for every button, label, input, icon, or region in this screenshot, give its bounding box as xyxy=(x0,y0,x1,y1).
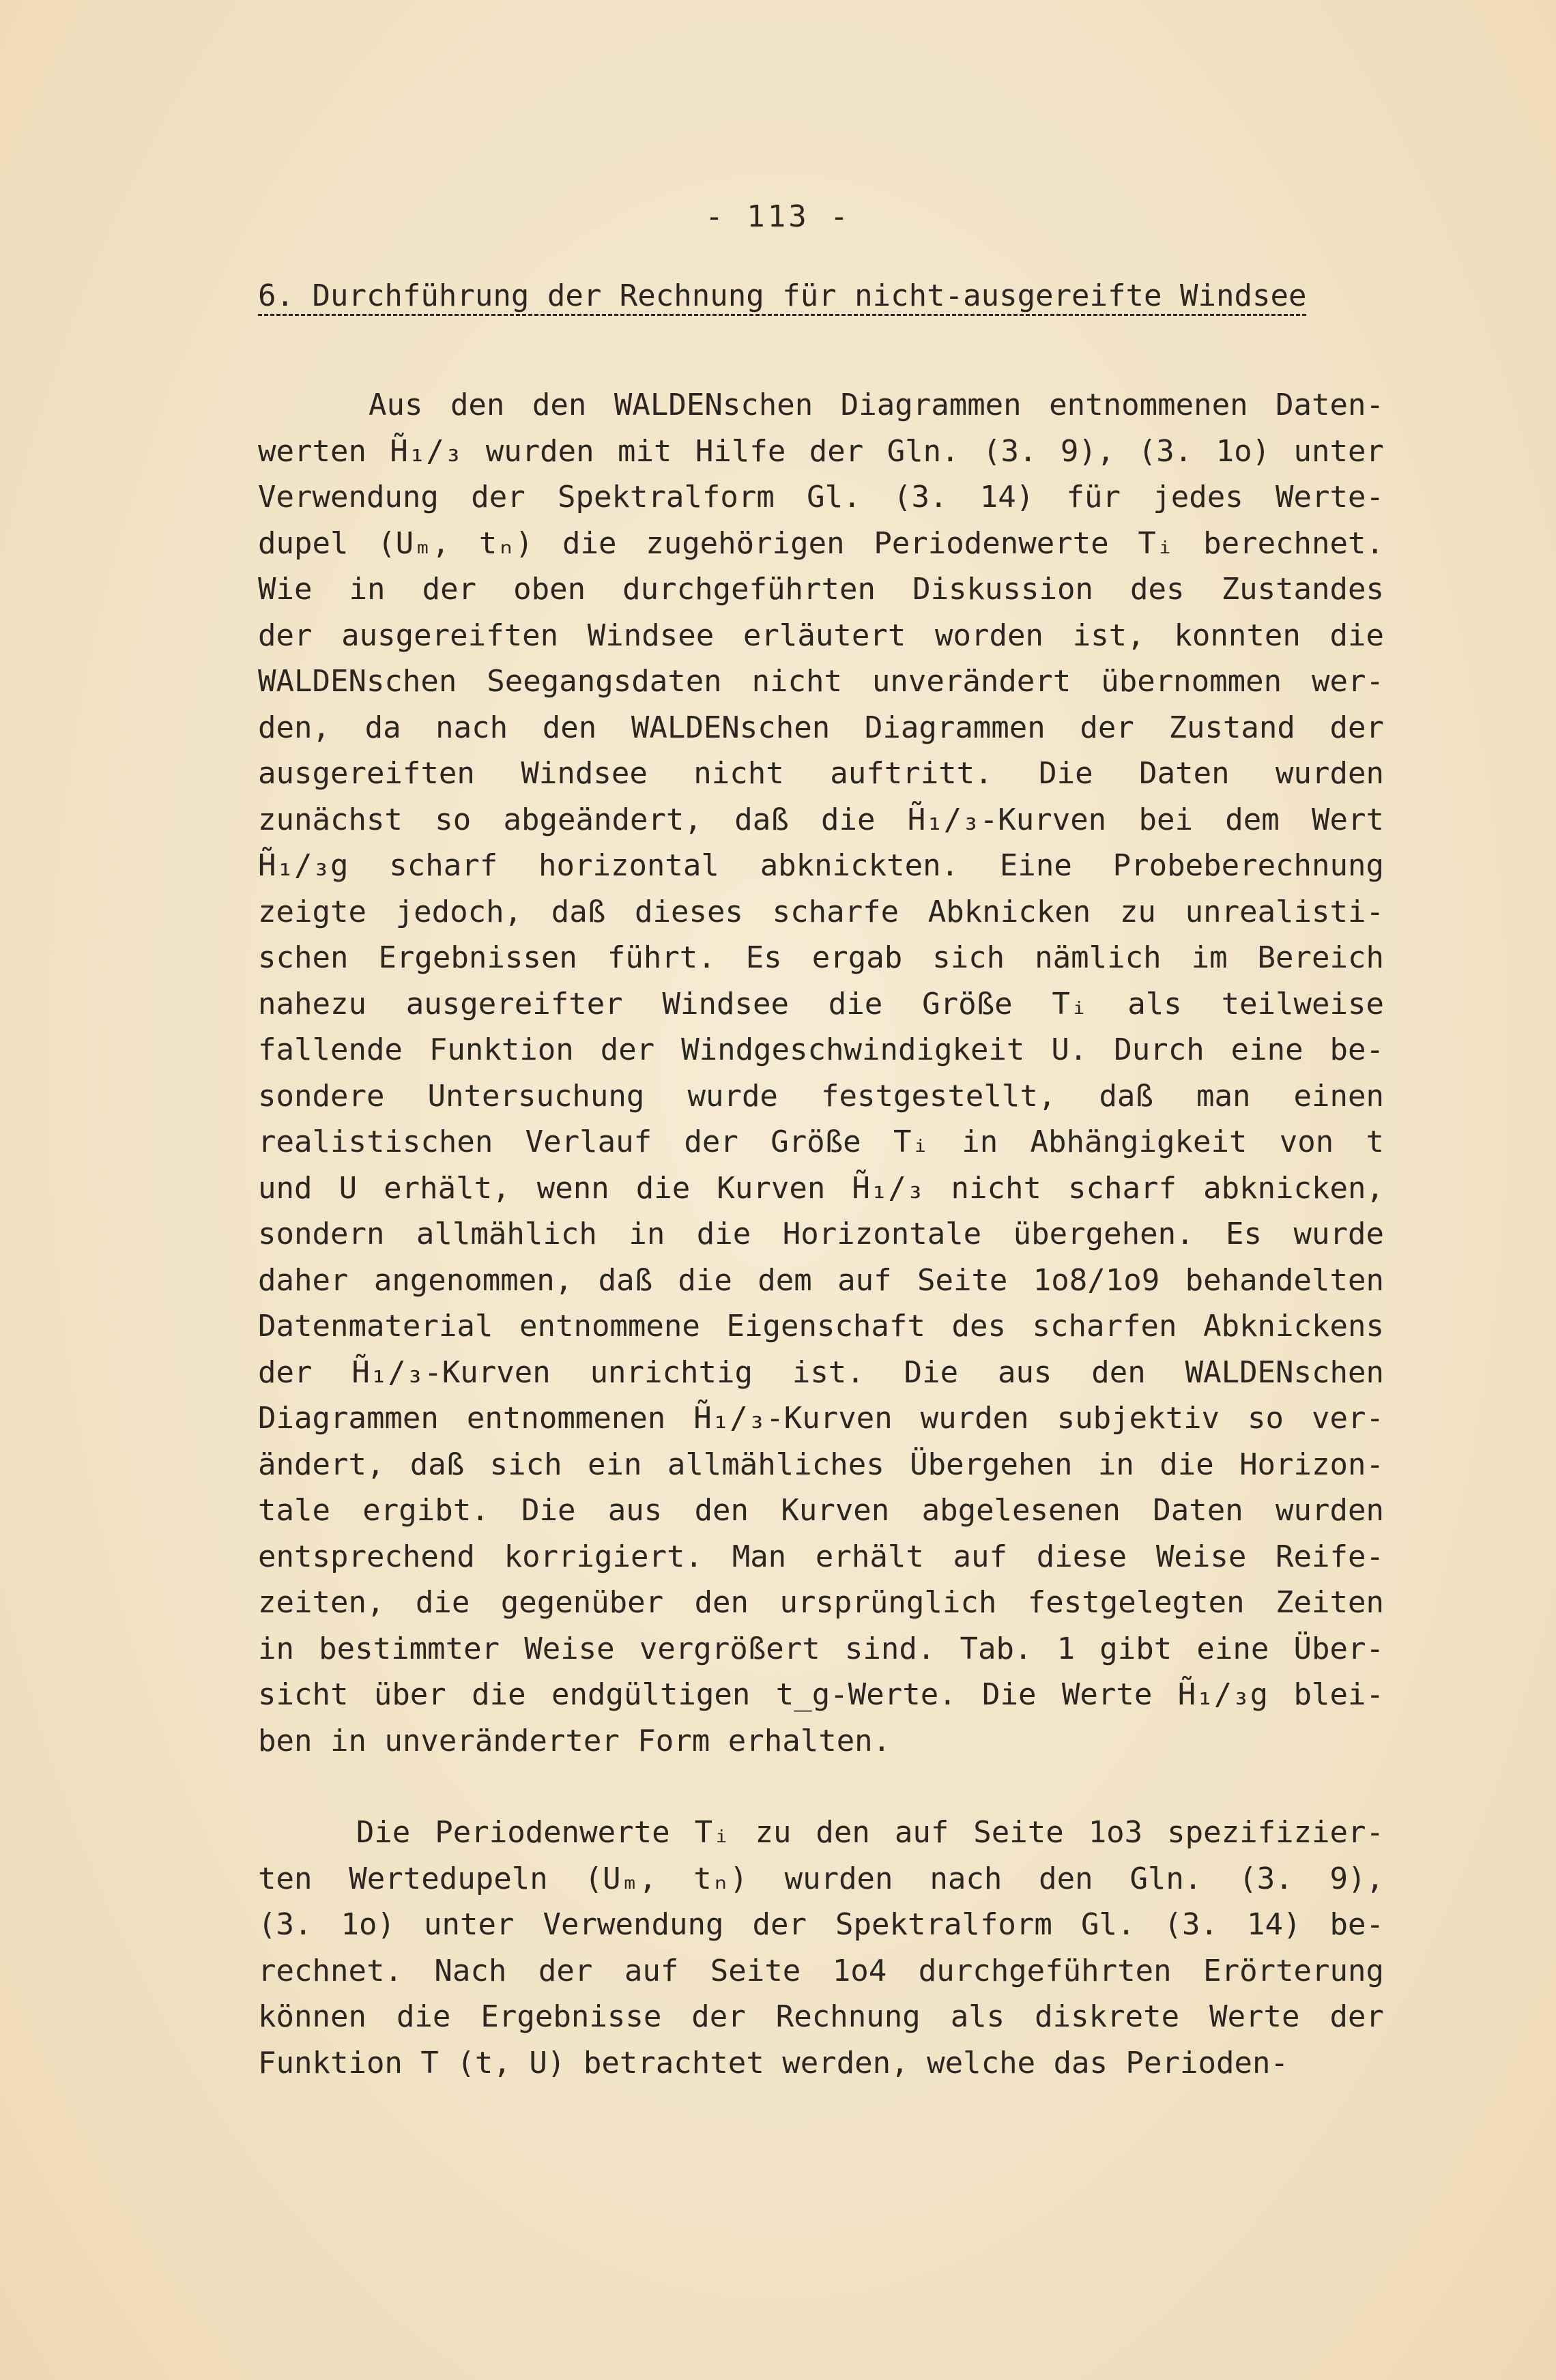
text-line: rechnet. Nach der auf Seite 1o4 durchgeführten Erörterung xyxy=(258,1953,1384,1988)
text-line: sondere Untersuchung wurde festgestellt, daß man einen xyxy=(258,1078,1384,1114)
text-line: sondern allmählich in die Horizontale übergehen. Es wurde xyxy=(258,1217,1384,1251)
text-line: daher angenommen, daß die dem auf Seite 1o8/1o9 behandelten xyxy=(258,1262,1384,1298)
text-line: (3. 1o) unter Verwendung der Spektralform Gl. (3. 14) be- xyxy=(258,1907,1384,1942)
text-line: Datenmaterial entnommene Eigenschaft des scharfen Abknickens xyxy=(258,1309,1384,1344)
text-line: Aus den den WALDENschen Diagrammen entnommenen Daten- xyxy=(258,388,1384,422)
text-line: dupel (Uₘ, tₙ) die zugehörigen Periodenwerte Tᵢ berechnet. xyxy=(258,525,1384,561)
text-line: WALDENschen Seegangsdaten nicht unverändert übernommen wer- xyxy=(258,664,1384,699)
text-line: fallende Funktion der Windgeschwindigkeit U. Durch eine be- xyxy=(258,1032,1384,1067)
text-line: Wie in der oben durchgeführten Diskussion des Zustandes xyxy=(258,572,1384,607)
paragraph-2 xyxy=(258,1810,1384,2086)
text-line: ausgereiften Windsee nicht auftritt. Die Daten wurden xyxy=(258,756,1384,791)
text-line: Verwendung der Spektralform Gl. (3. 14) für jedes Werte- xyxy=(258,480,1384,514)
text-line: können die Ergebnisse der Rechnung als diskrete Werte der xyxy=(258,1999,1384,2034)
text-line: H̃₁/₃g scharf horizontal abknickten. Eine Probeberechnung xyxy=(258,848,1384,883)
text-line: tale ergibt. Die aus den Kurven abgelesenen Daten wurden xyxy=(258,1493,1384,1528)
text-line: nahezu ausgereifter Windsee die Größe Tᵢ als teilweise xyxy=(258,986,1384,1021)
text-line: in bestimmter Weise vergrößert sind. Tab. 1 gibt eine Über- xyxy=(258,1631,1384,1666)
text-line: realistischen Verlauf der Größe Tᵢ in Abhängigkeit von t xyxy=(258,1124,1384,1159)
text-line: zeiten, die gegenüber den ursprünglich festgelegten Zeiten xyxy=(258,1585,1384,1620)
section-heading: 6. Durchführung der Rechnung für nicht-ausgereifte Windsee xyxy=(258,278,1307,313)
page-number: - 113 - xyxy=(705,199,851,234)
text-line: der H̃₁/₃-Kurven unrichtig ist. Die aus den WALDENschen xyxy=(258,1354,1384,1390)
text-line: Funktion T (t, U) betrachtet werden, welche das Perioden- xyxy=(258,2045,1288,2080)
text-line: ben in unveränderter Form erhalten. xyxy=(258,1723,891,1758)
text-line: ten Wertedupeln (Uₘ, tₙ) wurden nach den Gln. (3. 9), xyxy=(258,1861,1384,1896)
paragraph-1 xyxy=(258,382,1384,1764)
text-line: Die Periodenwerte Tᵢ zu den auf Seite 1o3 spezifizier- xyxy=(258,1815,1384,1850)
text-line: zeigte jedoch, daß dieses scharfe Abknicken zu unrealisti- xyxy=(258,894,1384,929)
text-line: der ausgereiften Windsee erläutert worden ist, konnten die xyxy=(258,618,1384,653)
text-line: zunächst so abgeändert, daß die H̃₁/₃-Kurven bei dem Wert xyxy=(258,802,1384,837)
text-line: entsprechend korrigiert. Man erhält auf diese Weise Reife- xyxy=(258,1539,1384,1574)
text-line: werten H̃₁/₃ wurden mit Hilfe der Gln. (3. 9), (3. 1o) unter xyxy=(258,433,1384,469)
text-line: den, da nach den WALDENschen Diagrammen der Zustand der xyxy=(258,710,1384,745)
text-line: sicht über die endgültigen t_g-Werte. Die Werte H̃₁/₃g blei- xyxy=(258,1677,1384,1712)
text-line: ändert, daß sich ein allmähliches Übergehen in die Horizon- xyxy=(258,1447,1384,1482)
text-line: und U erhält, wenn die Kurven H̃₁/₃ nicht scharf abknicken, xyxy=(258,1170,1384,1206)
text-line: schen Ergebnissen führt. Es ergab sich nämlich im Bereich xyxy=(258,940,1384,975)
text-line: Diagrammen entnommenen H̃₁/₃-Kurven wurden subjektiv so ver- xyxy=(258,1401,1384,1436)
